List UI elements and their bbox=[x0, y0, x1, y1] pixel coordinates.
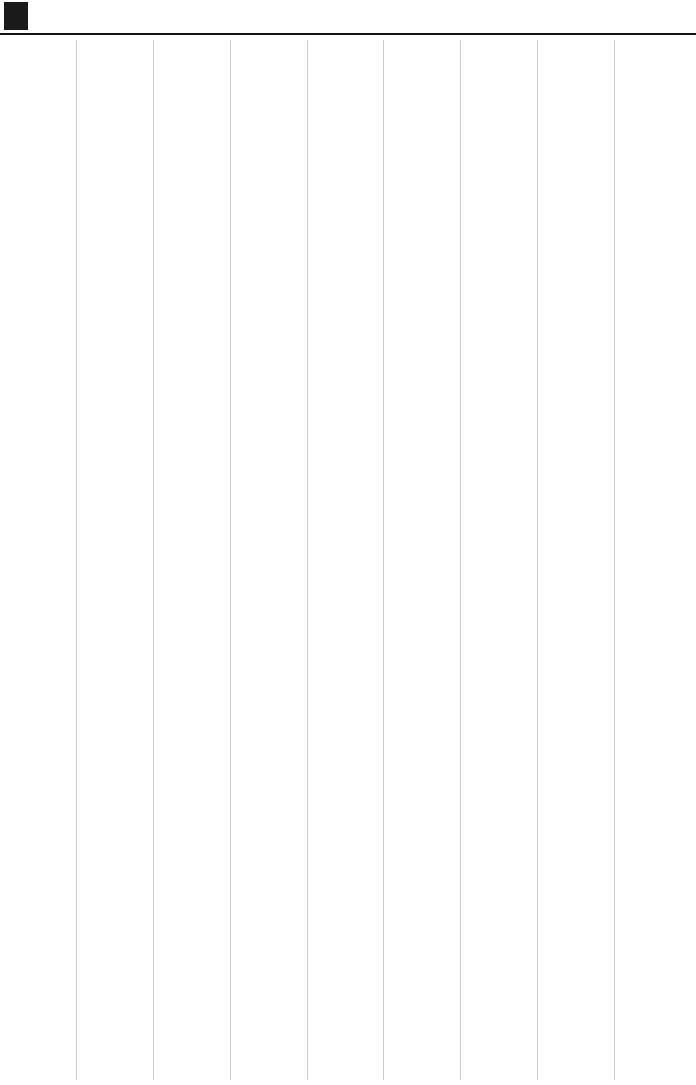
column-8 bbox=[542, 40, 615, 1080]
column-7 bbox=[465, 40, 538, 1080]
column-4 bbox=[235, 40, 308, 1080]
page-number bbox=[4, 2, 28, 30]
column-9 bbox=[619, 40, 692, 1080]
column-5 bbox=[312, 40, 385, 1080]
masthead-rule bbox=[0, 33, 696, 35]
article-grid bbox=[4, 40, 692, 1080]
column-2 bbox=[81, 40, 154, 1080]
column-1 bbox=[4, 40, 77, 1080]
column-6 bbox=[388, 40, 461, 1080]
masthead bbox=[0, 0, 696, 34]
column-3 bbox=[158, 40, 231, 1080]
